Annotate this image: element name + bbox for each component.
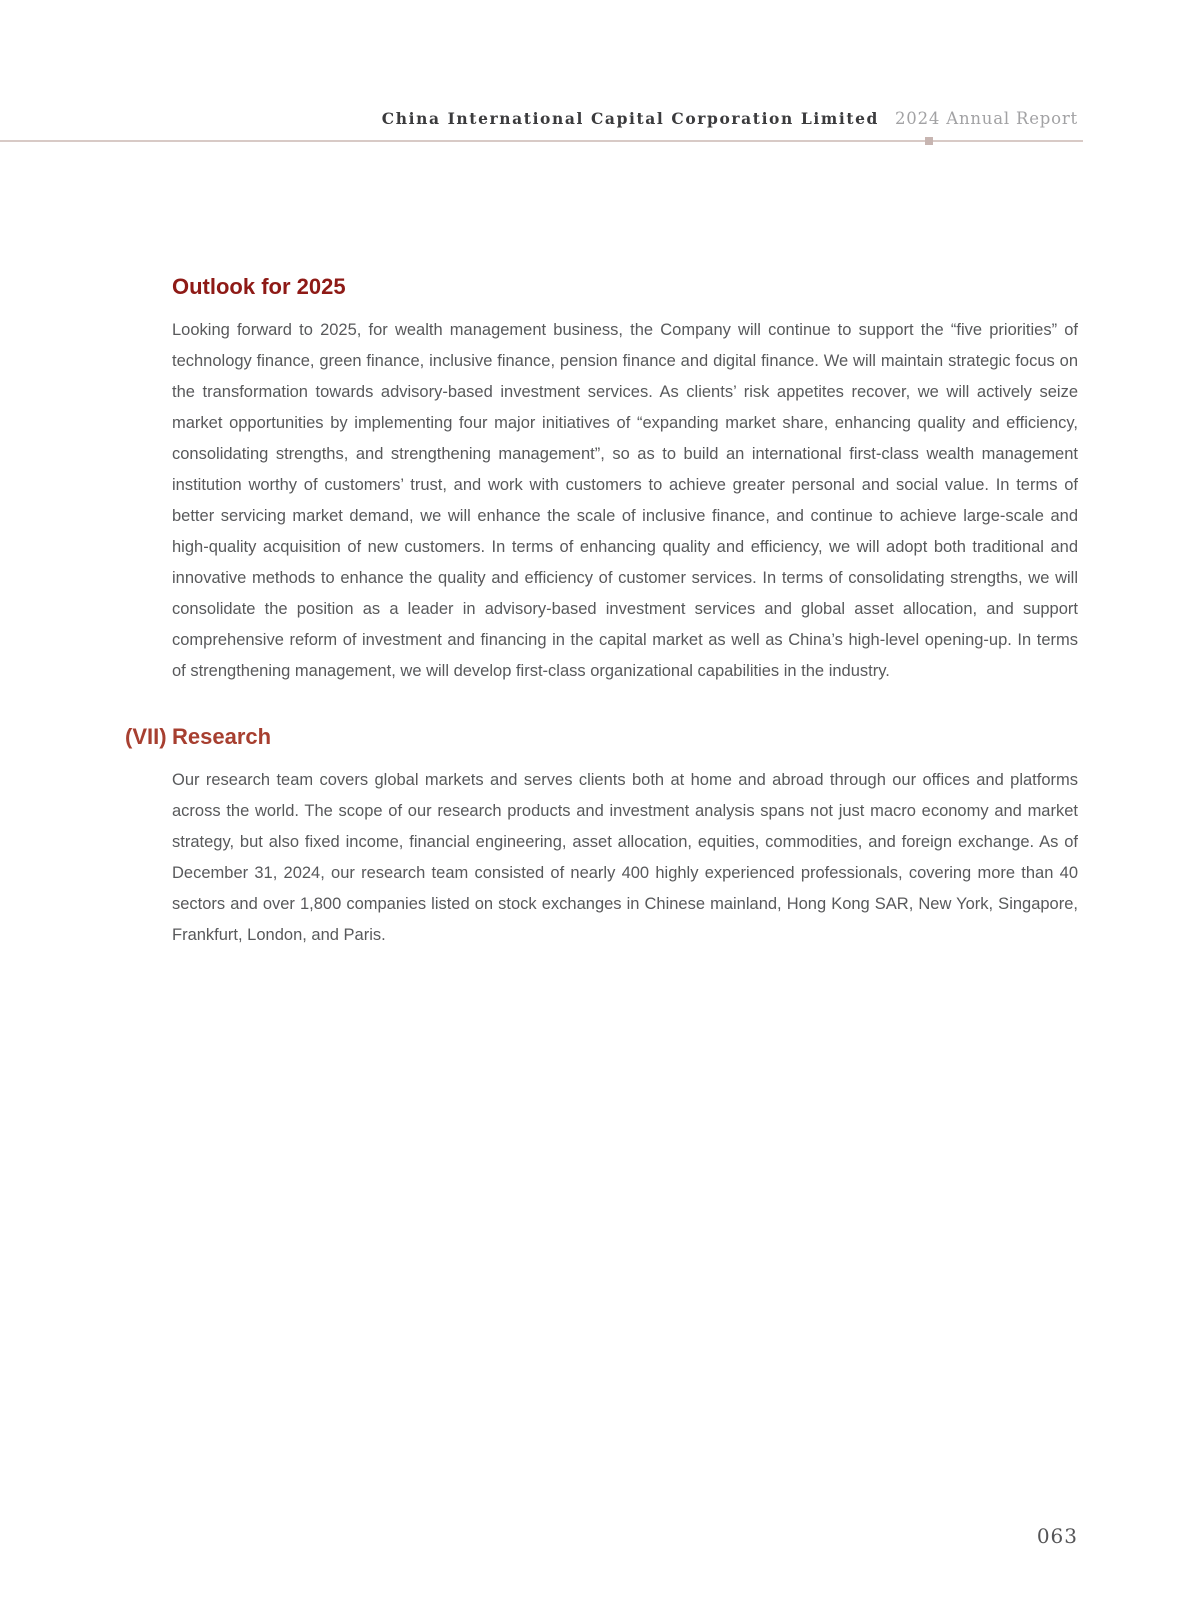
page-number: 063 bbox=[1036, 1524, 1078, 1548]
outlook-paragraph: Looking forward to 2025, for wealth management business, the Company will continue to support the “five priorities” of technology finance, green finance, inclusive finance, pension finance and digital finance. We will maintain strategic focus on the transformation towards advisory-based investment services. As clients’ risk appetites recover, we will actively seize market opportunities by implementing four major initiatives of “expanding market share, enhancing quality and efficiency, consolidating strengths, and strengthening management”, so as to build an international first-class wealth management institution worthy of customers’ trust, and work with customers to achieve greater personal and social value. In terms of better servicing market demand, we will enhance the scale of inclusive finance, and continue to achieve large-scale and high-quality acquisition of new customers. In terms of enhancing quality and efficiency, we will adopt both traditional and innovative methods to enhance the quality and efficiency of customer services. In terms of consolidating strengths, we will consolidate the position as a leader in advisory-based investment services and global asset allocation, and support comprehensive reform of investment and financing in the capital market as well as China’s high-level opening-up. In terms of strengthening management, we will develop first-class organizational capabilities in the industry. bbox=[172, 321, 1078, 680]
research-heading-label: Research bbox=[172, 724, 272, 749]
page-content bbox=[125, 0, 1078, 951]
section-research bbox=[125, 723, 1078, 951]
research-paragraph: Our research team covers global markets and serves clients both at home and abroad through our offices and platforms across the world. The scope of our research products and investment analysis spans not just macro economy and market strategy, but also fixed income, financial engineering, asset allocation, equities, commodities, and foreign exchange. As of December 31, 2024, our research team consisted of nearly 400 highly experienced professionals, covering more than 40 sectors and over 1,800 companies listed on stock exchanges in Chinese mainland, Hong Kong SAR, New York, Singapore, Frankfurt, London, and Paris. bbox=[172, 771, 1078, 944]
section-outlook bbox=[125, 273, 1078, 687]
research-heading bbox=[125, 723, 1078, 751]
report-title: 2024 Annual Report bbox=[895, 109, 1078, 128]
research-heading-number: (VII) bbox=[125, 724, 167, 749]
outlook-heading: Outlook for 2025 bbox=[172, 274, 346, 299]
company-name: China International Capital Corporation Limited bbox=[381, 109, 879, 128]
page-footer bbox=[1037, 1524, 1078, 1548]
